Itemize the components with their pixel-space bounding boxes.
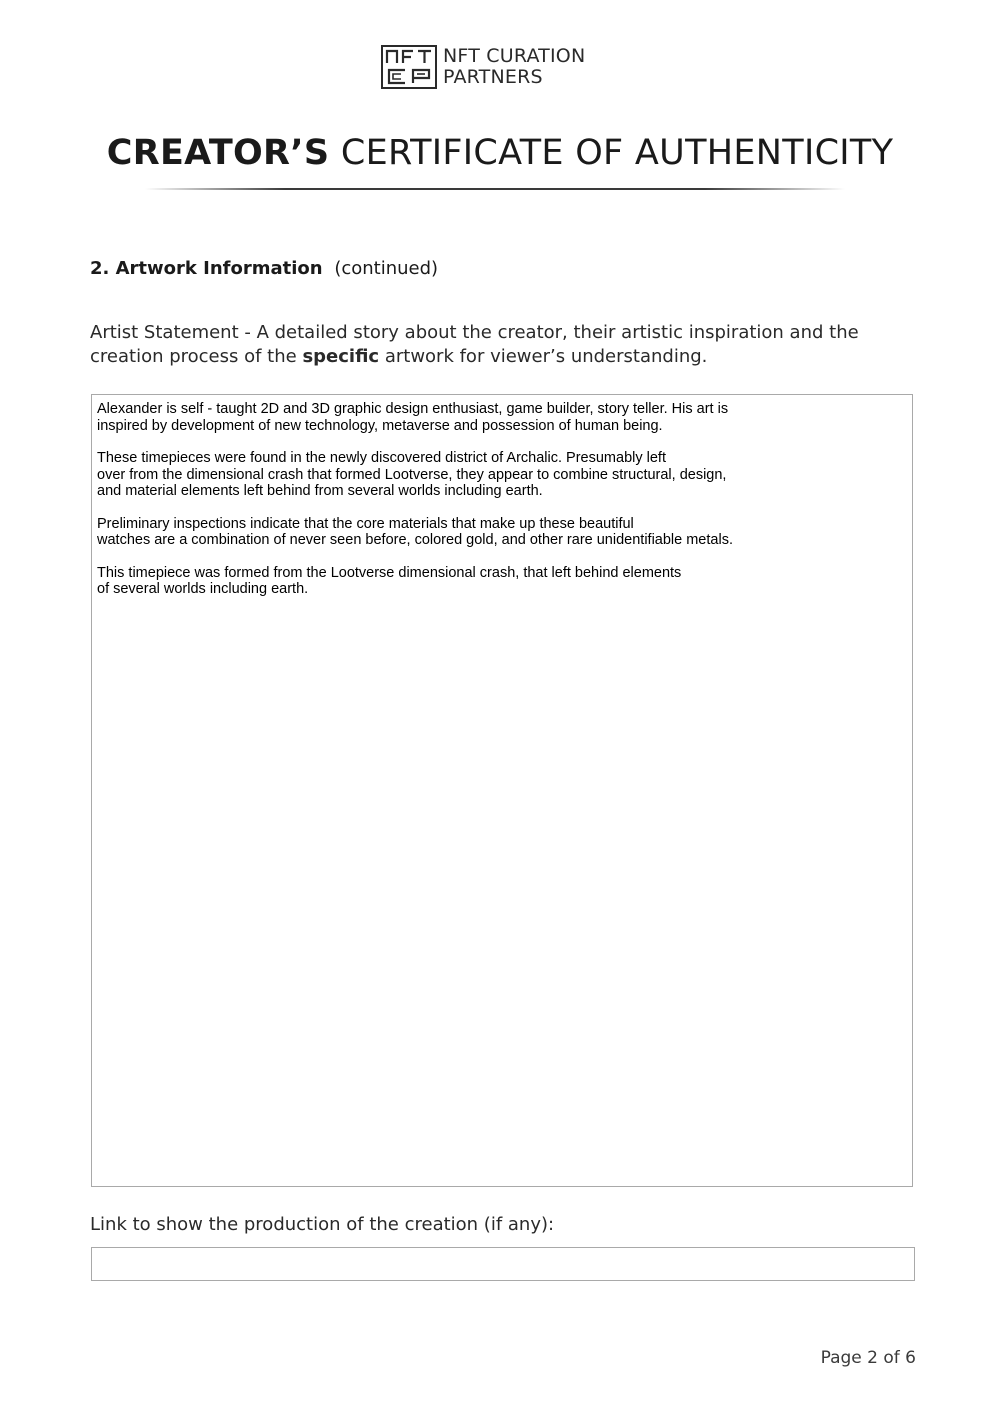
production-link-label: Link to show the production of the creation (if any): bbox=[90, 1214, 555, 1235]
statement-paragraph: These timepieces were found in the newly discovered district of Archalic. Presumably left over from the dimensional crash that formed Lootverse, they appear to combine structural, design, and material elements left behind from several worlds including earth. bbox=[97, 450, 727, 499]
page-title bbox=[0, 130, 1000, 176]
nft-cp-monogram-icon bbox=[381, 45, 437, 89]
brand-line-1: NFT CURATION bbox=[443, 45, 586, 67]
prompt-emphasis: specific bbox=[302, 346, 380, 367]
prompt-part-2: artwork for viewer’s understanding. bbox=[379, 346, 708, 367]
artist-statement-prompt bbox=[90, 321, 930, 369]
brand-wordmark bbox=[443, 46, 585, 88]
section-heading bbox=[90, 257, 438, 281]
production-link-field[interactable] bbox=[91, 1247, 915, 1281]
title-light: CERTIFICATE OF AUTHENTICITY bbox=[340, 133, 894, 173]
section-continued: (continued) bbox=[334, 258, 439, 279]
prompt-part-1: Artist Statement - A detailed story about the creator, their artistic inspiration and the creation process of the bbox=[90, 322, 859, 367]
statement-paragraph: Preliminary inspections indicate that the core materials that make up these beautiful watches are a combination of never seen before, colored gold, and other rare unidentifiable metals. bbox=[97, 515, 733, 548]
title-divider bbox=[145, 188, 845, 190]
brand-logo bbox=[381, 44, 585, 90]
statement-paragraph: Alexander is self - taught 2D and 3D graphic design enthusiast, game builder, story teller. His art is inspired by development of new technology, metaverse and possession of human being. bbox=[97, 401, 729, 434]
brand-line-2: PARTNERS bbox=[443, 66, 543, 88]
statement-paragraph: This timepiece was formed from the Lootverse dimensional crash, that left behind elements of several worlds including earth. bbox=[97, 564, 682, 597]
section-title: 2. Artwork Information bbox=[90, 258, 323, 279]
title-bold: CREATOR’S bbox=[106, 133, 330, 173]
page-number: Page 2 of 6 bbox=[820, 1348, 916, 1368]
artist-statement-field[interactable] bbox=[91, 394, 913, 1187]
